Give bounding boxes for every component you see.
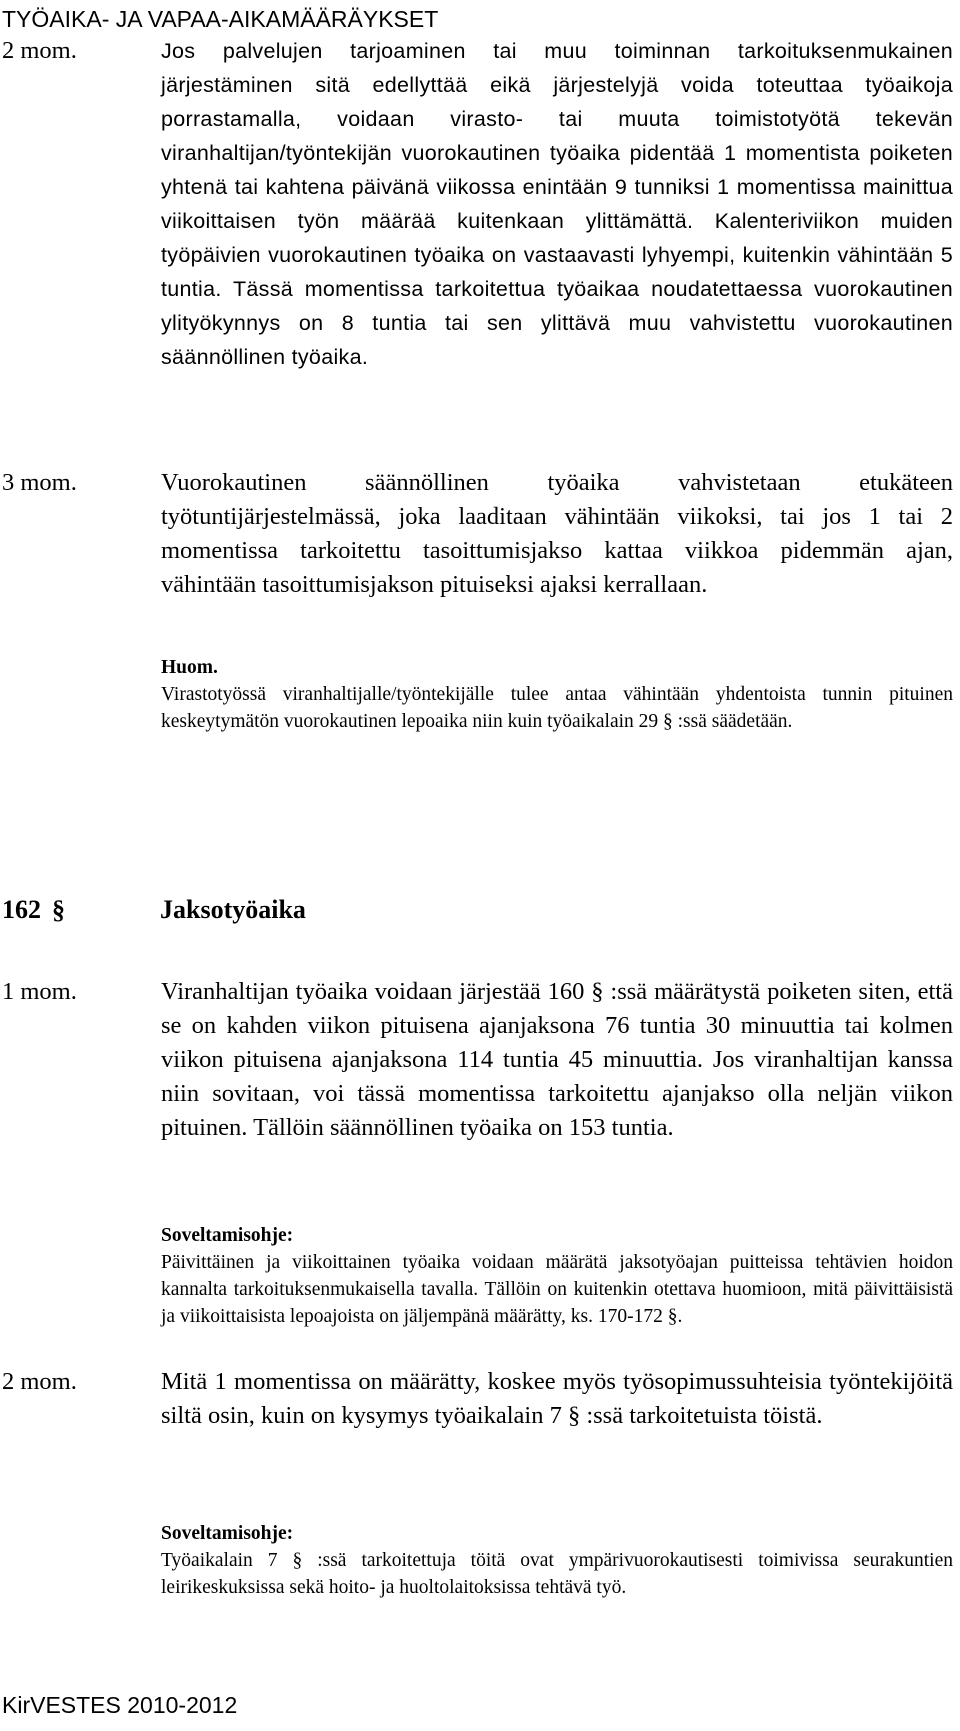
guidance-note-2 xyxy=(161,1520,953,1601)
paragraph-label: 2 mom. xyxy=(2,37,77,64)
paragraph-label: 2 mom. xyxy=(2,1368,77,1395)
paragraph-text: Viranhaltijan työaika voidaan järjestää 160 § :ssä määrätystä poiketen siten, että se on kahden viikon pituisena ajanjaksona 76 tuntia 30 minuuttia tai kolmen viikon pituisena ajanjaksona 114 tuntia 45 minuuttia. Jos viranhaltijan kanssa niin sovitaan, voi tässä momentissa tarkoitettu ajanjakso olla neljän viikon pituinen. Tällöin säännöllinen työaika on 153 tuntia. xyxy=(161,978,953,1141)
guidance-text: Päivittäinen ja viikoittainen työaika voidaan määrätä jaksotyöajan puitteissa tehtävien hoidon kannalta tarkoituksenmukaisella tavalla. Tällöin on kuitenkin otettava huomioon, mitä päivittäisistä ja viikoittaisista lepoajoista on jäljempänä määrätty, ks. 170-172 §. xyxy=(161,1252,953,1327)
guidance-heading: Soveltamisohje: xyxy=(161,1225,294,1246)
note-text: Virastotyössä viranhaltijalle/työntekijälle tulee antaa vähintään yhdentoista tunnin pituinen keskeytymätön vuorokautinen lepoaika niin kuin työaikalain 29 § :ssä säädetään. xyxy=(161,684,953,732)
paragraph-text: Mitä 1 momentissa on määrätty, koskee myös työsopimussuhteisia työntekijöitä siltä osin, kuin on kysymys työaikalain 7 § :ssä tarkoitetuista töistä. xyxy=(161,1368,953,1429)
section-title-162 xyxy=(2,893,306,927)
guidance-note-1 xyxy=(161,1222,953,1330)
paragraph-label: 1 mom. xyxy=(2,978,77,1005)
paragraph-label: 3 mom. xyxy=(2,469,77,496)
section-sign-icon: § xyxy=(52,895,65,924)
paragraph-text: Jos palvelujen tarjoaminen tai muu toiminnan tarkoituksenmukainen järjestäminen sitä edellyttää eikä järjestelyjä voida toteuttaa työaikoja porrastamalla, voidaan virasto- tai muuta toimistotyötä tekevän viranhaltijan/työntekijän vuorokautinen työaika pidentää 1 momentista poiketen yhtenä tai kahtena päivänä viikossa enintään 9 tunniksi 1 momentissa mainittua viikoittaisen työn määrää kuitenkaan ylittämättä. Kalenteriviikon muiden työpäivien vuorokautinen työaika on vastaavasti lyhyempi, kuitenkin vähintään 5 tuntia. Tässä momentissa tarkoitettua työaikaa noudatettaessa vuorokautinen ylityökynnys on 8 tuntia tai sen ylittävä muu vahvistettu vuorokautinen säännöllinen työaika. xyxy=(161,39,953,369)
running-header: TYÖAIKA- JA VAPAA-AIKAMÄÄRÄYKSET xyxy=(2,6,439,32)
paragraph-text: Vuorokautinen säännöllinen työaika vahvistetaan etukäteen työtuntijärjestelmässä, joka laaditaan vähintään viikoksi, tai jos 1 tai 2 momentissa tarkoitettu tasoittumisjakso kattaa viikkoa pidemmän ajan, vähintään tasoittumisjakson pituiseksi ajaksi kerrallaan. xyxy=(161,469,953,598)
note-huom xyxy=(161,654,953,735)
guidance-text: Työaikalain 7 § :ssä tarkoitettuja töitä ovat ympärivuorokautisesti toimivissa seurakuntien leirikeskuksissa sekä hoito- ja huoltolaitoksissa tehtävä työ. xyxy=(161,1550,953,1598)
note-heading: Huom. xyxy=(161,657,218,678)
guidance-heading: Soveltamisohje: xyxy=(161,1523,294,1544)
section-heading: Jaksotyöaika xyxy=(160,895,306,924)
section-number: 162 xyxy=(2,895,41,924)
running-footer: KirVESTES 2010-2012 xyxy=(2,1692,238,1718)
